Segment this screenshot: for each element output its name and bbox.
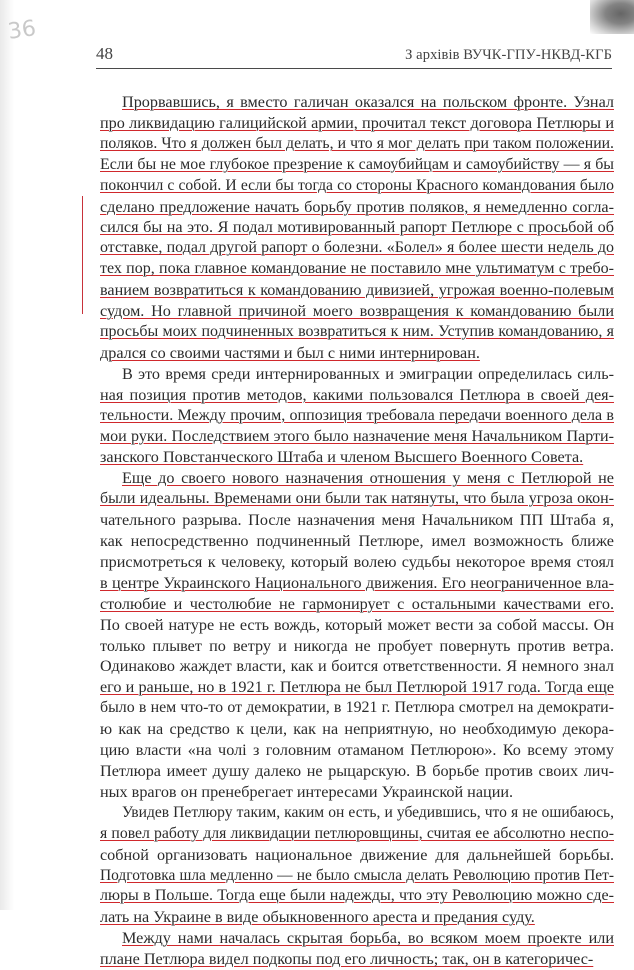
scan-edge-shadow	[0, 0, 14, 910]
text-line: я повел работу для ликвидации петлюровщины, считая ее абсолютно неспо-	[100, 824, 614, 842]
text-line: мои руки. Последствием этого было назначение меня Начальником Парти-	[100, 427, 614, 445]
scan-corner-mark	[590, 0, 634, 34]
text-line: как непосредственно подчиненный Петлюре, имел возможность ближе	[100, 532, 614, 551]
text-line: были идеальны. Временами они были так натянуты, что была угроза окон-	[100, 490, 614, 508]
text-line: чательного разрыва. После назначения меня Начальником ПП Штаба я,	[100, 511, 614, 530]
text-line: В это время среди интернированных и эмиграции определилась силь-	[122, 364, 614, 383]
body-text	[100, 92, 614, 970]
text-line: собной организовать национальное движение для дальнейшей борьбы.	[100, 845, 614, 864]
text-line: лать на Украине в виде обыкновенного ареста и предания суду.	[100, 908, 535, 927]
text-line: сделано предложение начать борьбу против поляков, я немедленно согла-	[100, 197, 614, 216]
text-line: тех пор, пока главное командование не поставило мне ультиматум с требо-	[100, 260, 614, 278]
text-line: поляков. Что я должен был делать, и что я мог делать при таком положении.	[100, 134, 614, 152]
text-line: было в нем что-то от демократии, в 1921 г. Петлюра смотрел на демократи-	[100, 699, 614, 717]
pencil-annotation: 36	[6, 16, 38, 45]
text-line: присмотреться к человеку, который волею судьбы некоторое время стоял	[100, 552, 614, 571]
text-line: покончил с собой. И если бы тогда со стороны Красного командования было	[100, 176, 614, 194]
text-line: ных врагов он пренебрегает интересами Украинской нации.	[100, 782, 514, 801]
text-line: просьбы моих подчиненных возвратиться к ним. Уступив командованию, я	[100, 322, 614, 340]
text-line: Прорвавшись, я вместо галичан оказался на польском фронте. Узнал	[122, 93, 614, 111]
text-line: Если бы не мое глубокое презрение к самоубийцам и самоубийству — я бы	[100, 155, 614, 173]
text-line: ю как на средство к цели, как на неприятную, но необходимую декора-	[100, 720, 614, 739]
page-number: 48	[96, 44, 113, 63]
text-line: про ликвидацию галицийской армии, прочитал текст договора Петлюры и	[100, 113, 614, 132]
paragraph	[100, 468, 614, 803]
text-line: ванием возвратиться к командованию дивизией, угрожая военно-полевым	[100, 281, 614, 300]
paragraph	[100, 803, 614, 928]
text-line: цию власти «на чолі з головним отаманом Петлюрою». Ко всему этому	[100, 741, 614, 760]
text-line: Подготовка шла медленно — не было смысла делать Революцию против Пет-	[100, 866, 614, 884]
text-line: Между нами началась скрытая борьба, во всяком моем проекте или	[122, 929, 614, 948]
text-line: ная позиция против методов, какими пользовался Петлюра в своей дея-	[100, 385, 614, 404]
paragraph	[100, 92, 614, 364]
text-line: в центре Украинского Национального движения. Его неограниченное вла-	[100, 573, 614, 592]
text-line: отставке, подал другой рапорт о болезни. «Болел» я более шести недель до	[100, 239, 614, 257]
running-head: З архівів ВУЧК-ГПУ-НКВД-КГБ	[405, 47, 612, 63]
text-line: Еще до своего нового назначения отношения у меня с Петлюрой не	[122, 469, 614, 488]
text-line: занского Повстанческого Штаба и членом Высшего Военного Совета.	[100, 448, 584, 467]
text-line: столюбие и честолюбие не гармонирует с остальными качествами его.	[100, 594, 614, 613]
text-line: По своей натуре не есть вождь, который может вести за собой массы. Он	[100, 615, 614, 634]
text-line: дрался со своими частями и был с ними интернирован.	[100, 343, 480, 362]
text-line: сился бы на это. Я подал мотивированный рапорт Петлюре с просьбой об	[100, 218, 614, 237]
text-line: его и раньше, но в 1921 г. Петлюра не был Петлюрой 1917 года. Тогда еще	[100, 678, 614, 697]
paragraph	[100, 364, 614, 469]
text-line: Петлюра имеет душу далеко не рыцарскую. В борьбе против своих лич-	[100, 762, 614, 780]
paragraph	[100, 928, 614, 970]
text-line: Одинаково жаждет власти, как и боится ответственности. Я немного знал	[100, 657, 614, 676]
text-line: Увидев Петлюру таким, каким он есть, и убедившись, что я не ошибаюсь,	[122, 803, 614, 821]
page-header	[96, 42, 612, 69]
margin-bracket-mark	[82, 196, 91, 314]
text-line: только плывет по ветру и никогда не пробует повернуть против ветра.	[100, 636, 614, 655]
text-line: судом. Но главной причиной моего возвращения к командованию были	[100, 302, 614, 321]
text-line: люры в Польше. Тогда еще были надежды, что эту Революцию можно сде-	[100, 887, 614, 905]
text-line: плане Петлюра видел подкопы под его личность; так, он в категоричес-	[100, 950, 594, 969]
text-line: тельности. Между прочим, оппозиция требовала передачи военного дела в	[100, 406, 614, 424]
